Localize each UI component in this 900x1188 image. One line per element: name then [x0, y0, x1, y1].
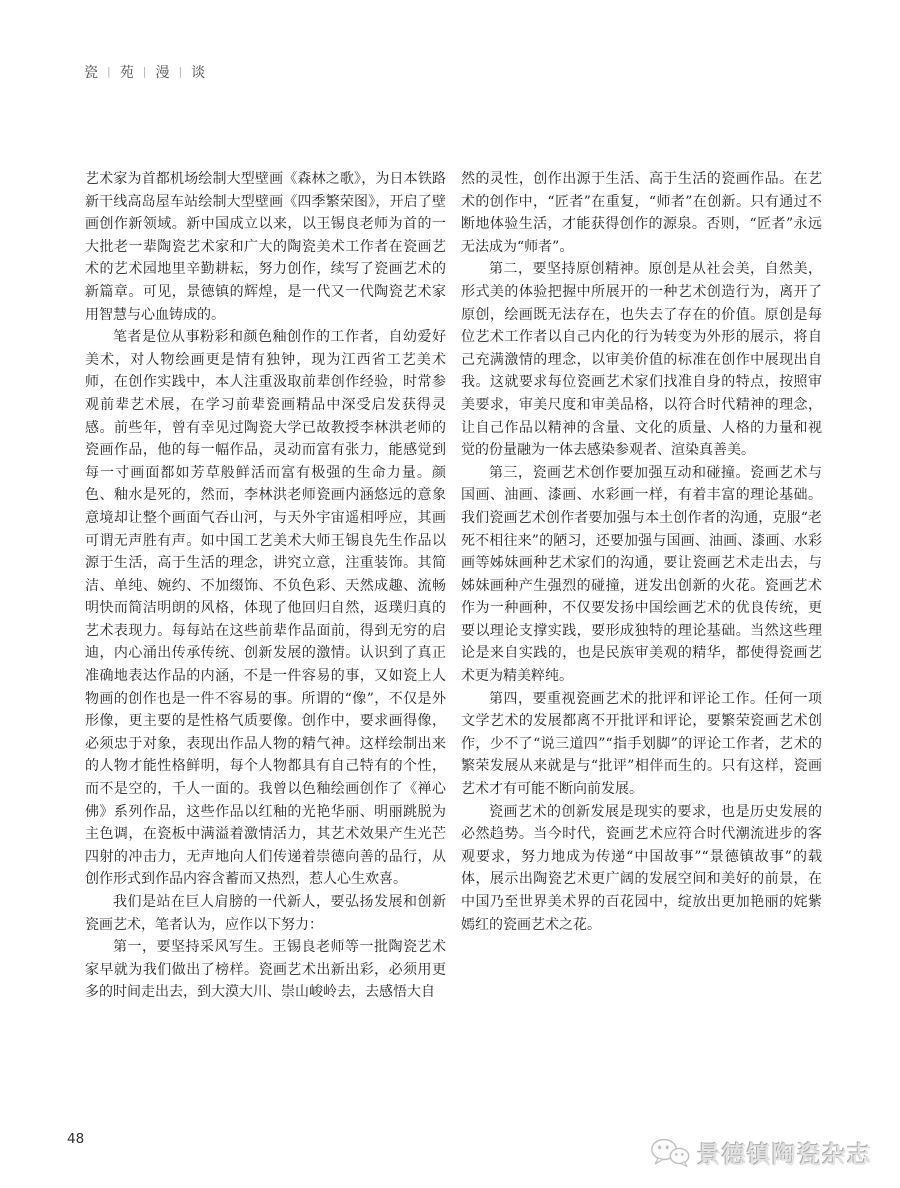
paragraph-continuation: 然的灵性，创作出源于生活、高于生活的瓷画作品。在艺术的创作中，“匠者”在重复，“师者”在创新。只有通过不断地体验生活，才能获得创作的源泉。否则，“匠者”永远无法成为“师者”。 [461, 171, 822, 255]
header-separator: | [178, 64, 184, 78]
paragraph: 第四，要重视瓷画艺术的批评和评论工作。任何一项文学艺术的发展都离不开批评和评论，要繁荣瓷画艺术创作，少不了“说三道四”“指手划脚”的评论工作者，艺术的繁荣发展从来就是与“批评”相伴而生的。只有这样，瓷画艺术才有可能不断向前发展。 [461, 690, 822, 798]
left-column [85, 168, 446, 1004]
paragraph: 瓷画艺术的创新发展是现实的要求，也是历史发展的必然趋势。当今时代，瓷画艺术应符合时代潮流进步的客观要求，努力地成为传递“中国故事”“景德镇故事”的载体，展示出陶瓷艺术更广阔的发展空间和美好的前景，在中国乃至世界美术界的百花园中，绽放出更加艳丽的姹紫嫣红的瓷画艺术之花。 [461, 803, 822, 933]
section-header [84, 62, 206, 82]
page-number: 48 [67, 1131, 85, 1147]
section-header-char: 谈 [191, 65, 207, 81]
paragraph: 第一，要坚持采风写生。王锡良老师等一批陶瓷艺术家早就为我们做出了榜样。瓷画艺术出新出彩，必须用更多的时间走出去，到大漠大川、崇山峻岭去，去感悟大自 [85, 939, 446, 1001]
section-header-char: 苑 [119, 65, 135, 81]
paragraph: 笔者是位从事粉彩和颜色釉创作的工作者，自幼爱好美术，对人物绘画更是情有独钟，现为江西省工艺美术师，在创作实践中，本人注重汲取前辈创作经验，时常参观前辈艺术展，在学习前辈瓷画精品中深受启发获得灵感。前些年，曾有幸见过陶瓷大学已故教授李林洪老师的瓷画作品，他的每一幅作品，灵动而富有张力，能感觉到每一寸画面都如芳草般鲜活而富有极强的生命力量。颜色、釉水是死的，然而，李林洪老师瓷画内涵悠远的意象意境却让整个画面气吞山河，与天外宇宙遥相呼应，其画可谓无声胜有声。如中国工艺美术大师王锡良先生作品以源于生活，高于生活的理念，讲究立意，注重装饰。其简洁、单纯、婉约、不加缀饰、不负色彩、天然成趣、流畅明快而简洁明朗的风格，体现了他回归自然，返璞归真的艺术表现力。每每站在这些前辈作品面前，得到无穷的启迪，内心涌出传承传统、创新发展的激情。认识到了真正准确地表达作品的内涵，不是一件容易的事，又如瓷上人物画的创作也是一件不容易的事。所谓的“像”，不仅是外形像，更主要的是性格气质要像。创作中，要求画得像，必须忠于对象，表现出作品人物的精气神。这样绘制出来的人物才能性格鲜明，每个人物都具有自己特有的个性，而不是空的，千人一面的。我曾以色釉绘画创作了《禅心佛》系列作品，这些作品以红釉的光艳华丽、明丽跳脱为主色调，在瓷板中满溢着激情活力，其艺术效果产生光芒四射的冲击力，无声地向人们传递着崇德向善的品行，从创作形式到作品内容含蓄而又热烈，惹人心生欢喜。 [85, 329, 446, 888]
watermark-text: 景德镇陶瓷杂志 [697, 1141, 872, 1169]
header-separator: | [107, 64, 112, 78]
right-column [461, 168, 822, 936]
header-separator: | [142, 64, 148, 78]
wechat-icon [650, 1137, 690, 1169]
paragraph: 我们是站在巨人肩膀的一代新人，要弘扬发展和创新瓷画艺术，笔者认为，应作以下努力： [85, 894, 446, 933]
section-header-char: 漫 [155, 65, 171, 81]
section-header-char: 瓷 [84, 65, 99, 81]
paragraph: 第二，要坚持原创精神。原创是从社会美，自然美，形式美的体验把握中所展开的一种艺术创造行为，离开了原创，绘画既无法存在，也失去了存在的价值。原创是每位艺术工作者以自己内化的行为转变为外形的展示，将自己充满激情的理念，以审美价值的标准在创作中展现出自我。这就要求每位瓷画艺术家们找准自身的特点，按照审美要求，审美尺度和审美品格，以符合时代精神的理念，让自己作品以精神的含量、文化的质量、人格的力量和视觉的份量融为一体去感染参观者、渲染真善美。 [461, 261, 822, 459]
magazine-watermark [650, 1135, 872, 1170]
paragraph: 第三，瓷画艺术创作要加强互动和碰撞。瓷画艺术与国画、油画、漆画、水彩画一样，有着丰富的理论基础。我们瓷画艺术创作者要加强与本土创作者的沟通，克服“老死不相往来”的陋习，还要加强与国画、油画、漆画、水彩画等姊妹画种艺术家们的沟通，要让瓷画艺术走出去，与姊妹画种产生强烈的碰撞，迸发出创新的火花。瓷画艺术作为一种画种，不仅要发扬中国绘画艺术的优良传统，更要以理论支撑实践，要形成独特的理论基础。当然这些理论是来自实践的，也是民族审美观的精华，都使得瓷画艺术更为精美粹纯。 [461, 464, 822, 685]
paragraph-continuation: 艺术家为首都机场绘制大型壁画《森林之歌》，为日本铁路新干线高岛屋车站绘制大型壁画《四季繁荣图》，开启了壁画创作新领域。新中国成立以来，以王锡良老师为首的一大批老一辈陶瓷艺术家和广大的陶瓷美术工作者在瓷画艺术的艺术园地里辛勤耕耘，努力创作，续写了瓷画艺术的新篇章。可见，景德镇的辉煌，是一代又一代陶瓷艺术家用智慧与心血铸成的。 [85, 171, 446, 323]
